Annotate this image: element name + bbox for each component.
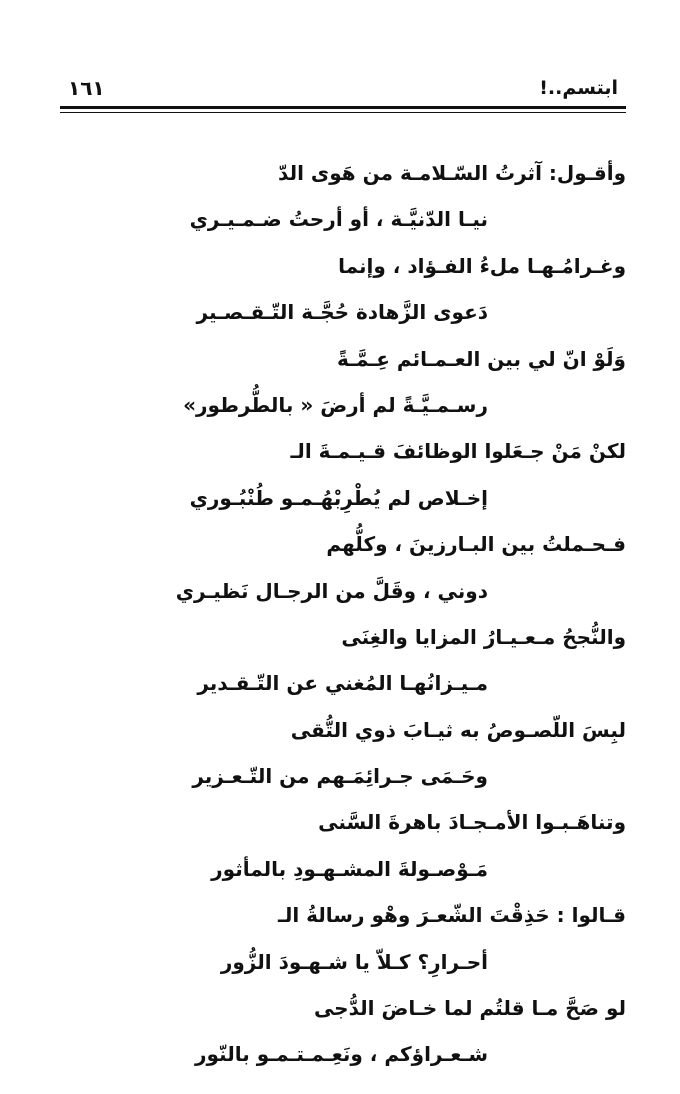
poem-line-3: وغـرامُـهـا ملءُ الفـؤاد ، وإنما (338, 253, 626, 278)
poem-line-2: نيـا الدّنيَّـة ، أو أرحتُ ضـمـيـري (189, 207, 488, 232)
page-number: ١٦١ (68, 76, 105, 100)
poem-line-8: إخـلاص لم يُطْرِبْهُـمـو طُنْبُـوري (189, 485, 488, 510)
poem-body (60, 150, 626, 1078)
poem-line-1: وأقـول: آثرتُ السّـلامـة من هَوى الدّ (278, 161, 626, 185)
page-header (60, 76, 626, 100)
poem-line-14: وحَـمَى جـرائِمَـهم من التّـعـزير (192, 764, 488, 789)
poem-line-7: لكنْ مَنْ جـعَلوا الوظائفَ قـيـمـةَ الـ (290, 439, 626, 464)
poem-line-11: والنُّجحُ مـعـيـارُ المزايا والغِنَى (341, 624, 626, 649)
poem-line-18: أحـرارِ؟ كـلاّ يا شـهـودَ الزُّور (220, 949, 488, 974)
poem-line-4: دَعوى الزَّهادة حُجَّـة التّـقـصـير (196, 300, 488, 325)
poem-line-13: لبِسَ اللّصـوصُ به ثيـابَ ذوي التُّقى (290, 717, 626, 742)
poem-line-10: دوني ، وقَلَّ من الرجـال نَظيـري (175, 578, 488, 603)
poem-line-19: لو صَحَّ مـا قلتُم لما خـاضَ الدُّجى (313, 996, 626, 1021)
running-title: ابتسم..! (539, 77, 618, 99)
poem-line-15: وتناهَـبـوا الأمـجـادَ باهرةَ السَّنى (318, 810, 626, 835)
poem-line-5: وَلَوْ انّ لي بين العـمـائم عِـمَّـةً (337, 346, 626, 371)
poem-line-16: مَـوْصـولةَ المشـهـودِ بالمأثور (211, 856, 488, 881)
header-rule-thin (60, 112, 626, 113)
poem-line-12: مـيـزانُهـا المُغني عن التّـقـدير (197, 671, 488, 696)
poem-line-9: فـحـملتُ بين البـارزينَ ، وكلُّهم (326, 532, 626, 557)
header-rule-thick (60, 106, 626, 109)
poem-line-17: قـالوا : حَذِقْتَ الشّعـرَ وهْو رسالةُ الـ (277, 903, 626, 928)
poem-line-6: رسـمـيَّـةً لم أرضَ « بالطُّرطور» (183, 392, 488, 417)
poem-line-20: شـعـراؤكم ، ونَعِـمـتـمـو بالنّور (195, 1042, 488, 1067)
